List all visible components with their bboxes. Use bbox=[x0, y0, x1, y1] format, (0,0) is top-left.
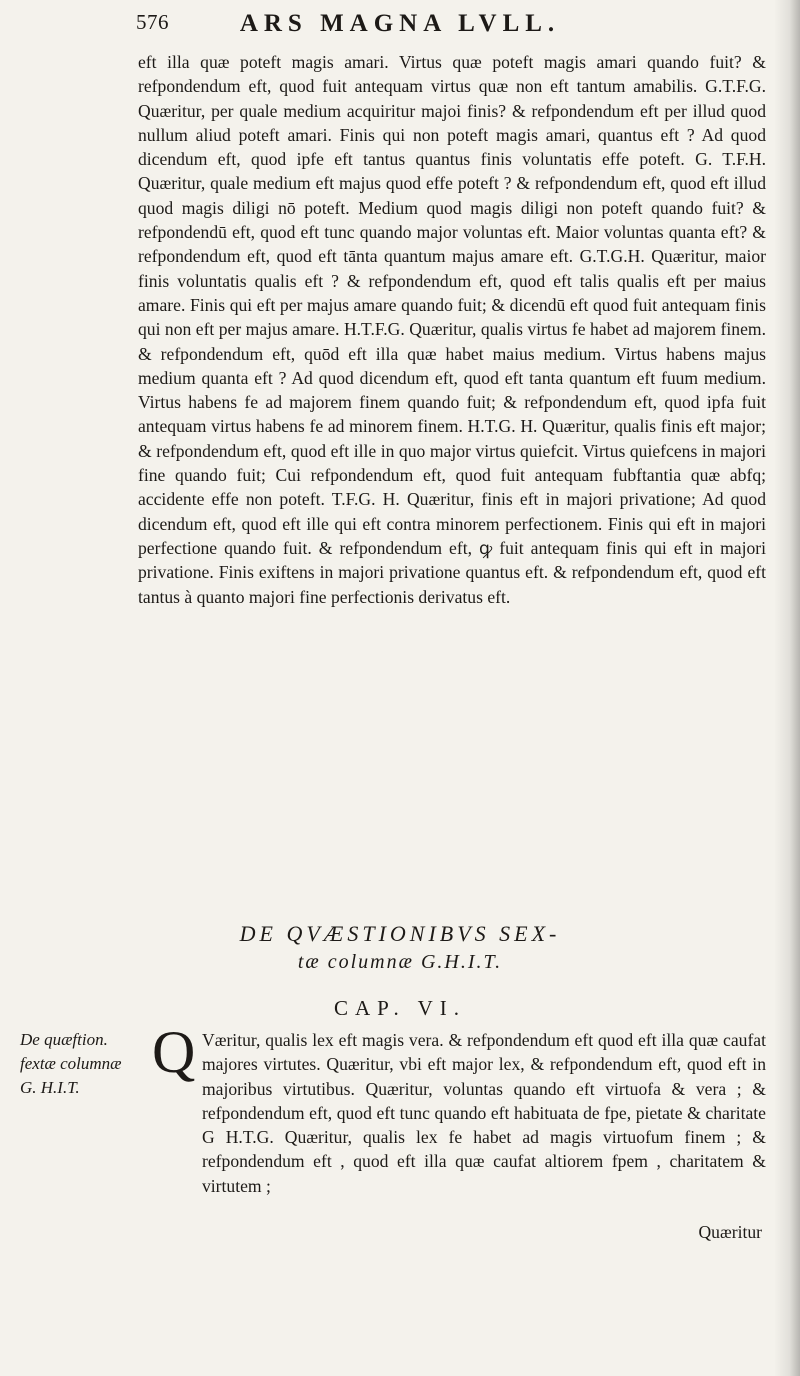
section-heading-line1: DE QVÆSTIONIBVS SEX- bbox=[239, 921, 561, 946]
section-heading-line2: tæ columnæ G.H.I.T. bbox=[297, 951, 503, 973]
main-text-block: eft illa quæ poteft magis amari. Virtus quæ poteft magis amari quando fuit? & refpondendum eft, quod fuit antequam virtus quæ non eft tantum amabilis. G.T.F.G. Quæritur, per quale medium acquiritur majoi finis? & refpondendum eft per illud quod nullum aliud poteft amari. Finis qui non poteft magis amari, quantus eft ? Ad quod dicendum eft, quod ipfe eft tantus quantus finis voluntatis effe poteft. G. T.F.H. Quæritur, quale medium eft majus quod effe poteft ? & refpondendum eft, quod eft illud quod magis diligi nō poteft. Medium quod magis diligi non poteft quando fuit? & refpondendū eft, quod eft tunc quando major voluntas eft. Maior voluntas quanta eft? & refpondendum eft, quod eft tānta quantum majus amare eft. G.T.G.H. Quæritur, maior finis voluntatis qualis eft ? & refpondendum eft, quod eft talis qualis eft per maius amare. Finis qui eft per majus amare quando fuit; & dicendū eft quod fuit antequam finis qui non eft per majus amare. H.T.F.G. Quæritur, qualis virtus fe habet ad majorem finem. & refpondendum eft, quōd eft illa quæ habet maius medium. Virtus habens majus medium quanta eft ? Ad quod dicendum eft, quod eft tanta quantum eft fuum medium. Virtus habens fe ad majorem finem quando fuit; & refpondendum eft, quod ipfa fuit antequam virtus habens fe ad minorem finem. H.T.G. H. Quæritur, qualis finis eft major; & refpondendum eft, quod eft ille in quo major virtus quiefcit. Virtus quiefcens in majori fine quando fuit; Cui refpondendum eft, quod fuit antequam fubftantia quæ abfq; accidente effe non poteft. T.F.G. H. Quæritur, finis eft in majori privatione; Ad quod dicendum eft, quod eft ille qui eft contra minorem perfectionem. Finis qui eft in majori perfectione quando fuit. & refpondendum eft, ꝙ fuit antequam finis qui eft in majori privatione. Finis exiftens in majori privatione quantus eft. & refpondendum eft, quod eft tantus à quanto majori fine perfectionis derivatus eft. bbox=[138, 52, 766, 607]
running-title: ARS MAGNA LVLL. bbox=[239, 10, 561, 37]
chapter-label: CAP. VI. bbox=[333, 996, 467, 1020]
page-edge-shadow bbox=[774, 0, 800, 1376]
chapter-text-block: Væritur, qualis lex eft magis vera. & refpondendum eft quod eft illa quæ caufat majores virtutes. Quæritur, vbi eft major lex, & refpondendum eft, quod eft in majoribus virtutibus. Quæritur, voluntas quando eft virtuofa & vera ; & refpondendum eft, quod eft tunc quando eft habituata de fpe, pietate & charitate G H.T.G. Quæritur, qualis lex fe habet ad magis virtuofum finem ; & refpondendum eft , quod eft illa quæ caufat altiorem fpem , charitatem & virtutem ; bbox=[202, 1030, 766, 1196]
catchword: Quæritur bbox=[698, 1222, 762, 1242]
page-number: 576 bbox=[136, 10, 169, 34]
margin-note: De quæftion. fextæ columnæ G. H.I.T. bbox=[20, 1030, 122, 1097]
drop-initial-letter: Q bbox=[152, 1019, 196, 1085]
